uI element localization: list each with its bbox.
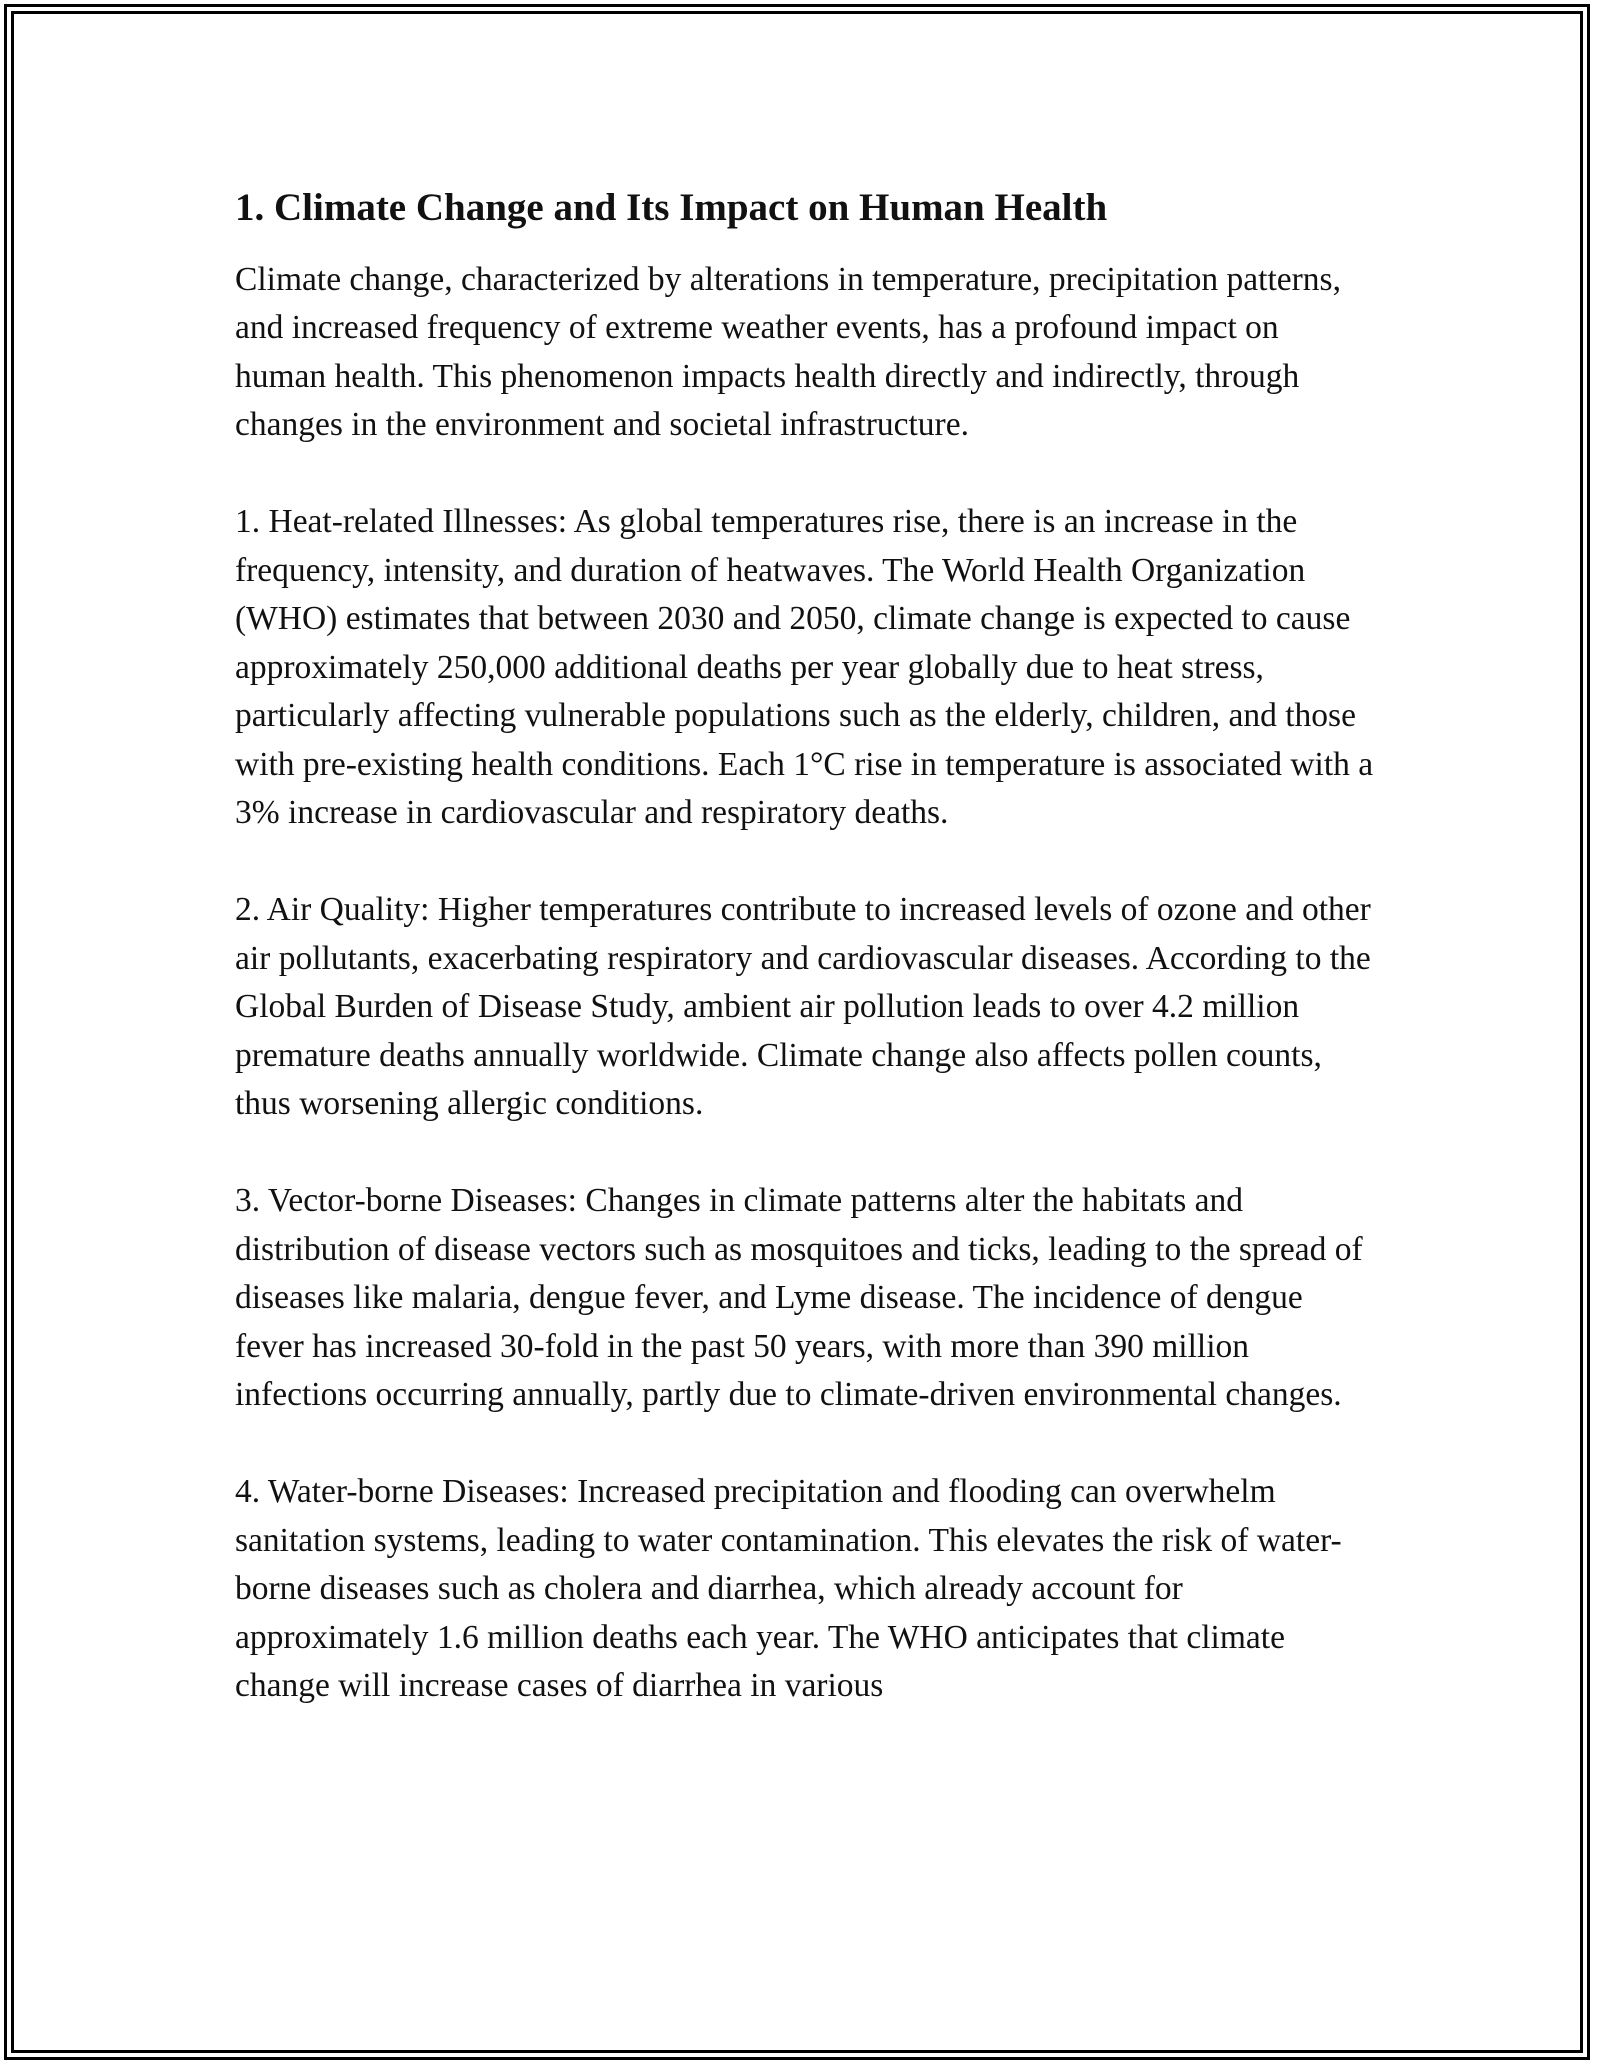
section-vector-borne-diseases: 3. Vector-borne Diseases: Changes in climate patterns alter the habitats and distribution of disease vectors such as mosquitoes and ticks, leading to the spread of diseases like malaria, dengue fever, and Lyme disease. The incidence of dengue fever has increased 30-fold in the past 50 years, with more than 390 million infections occurring annually, partly due to climate-driven environmental changes. <box>235 1182 1363 1414</box>
section-water-borne-diseases: 4. Water-borne Diseases: Increased precipitation and flooding can overwhelm sanitation systems, leading to water contamination. This elevates the risk of water-borne diseases such as cholera and diarrhea, which already account for approximately 1.6 million deaths each year. The WHO anticipates that climate change will increase cases of diarrhea in various <box>235 1473 1342 1705</box>
intro-paragraph: Climate change, characterized by alterations in temperature, precipitation patterns, and increased frequency of extreme weather events, has a profound impact on human health. This phenomenon impacts health directly and indirectly, through changes in the environment and societal infrastructure. <box>235 260 1341 444</box>
section-air-quality: 2. Air Quality: Higher temperatures contribute to increased levels of ozone and other air pollutants, exacerbating respiratory and cardiovascular diseases. According to the Global Burden of Disease Study, ambient air pollution leads to over 4.2 million premature deaths annually worldwide. Climate change also affects pollen counts, thus worsening allergic conditions. <box>235 891 1371 1123</box>
document-title: 1. Climate Change and Its Impact on Human Health <box>235 186 1108 229</box>
section-heat-related-illnesses: 1. Heat-related Illnesses: As global temperatures rise, there is an increase in the frequency, intensity, and duration of heatwaves. The World Health Organization (WHO) estimates that between 2030 and 2050, climate change is expected to cause approximately 250,000 additional deaths per year globally due to heat stress, particularly affecting vulnerable populations such as the elderly, children, and those with pre-existing health conditions. Each 1°C rise in temperature is associated with a 3% increase in cardiovascular and respiratory deaths. <box>235 503 1374 832</box>
document-body <box>235 185 1375 1759</box>
